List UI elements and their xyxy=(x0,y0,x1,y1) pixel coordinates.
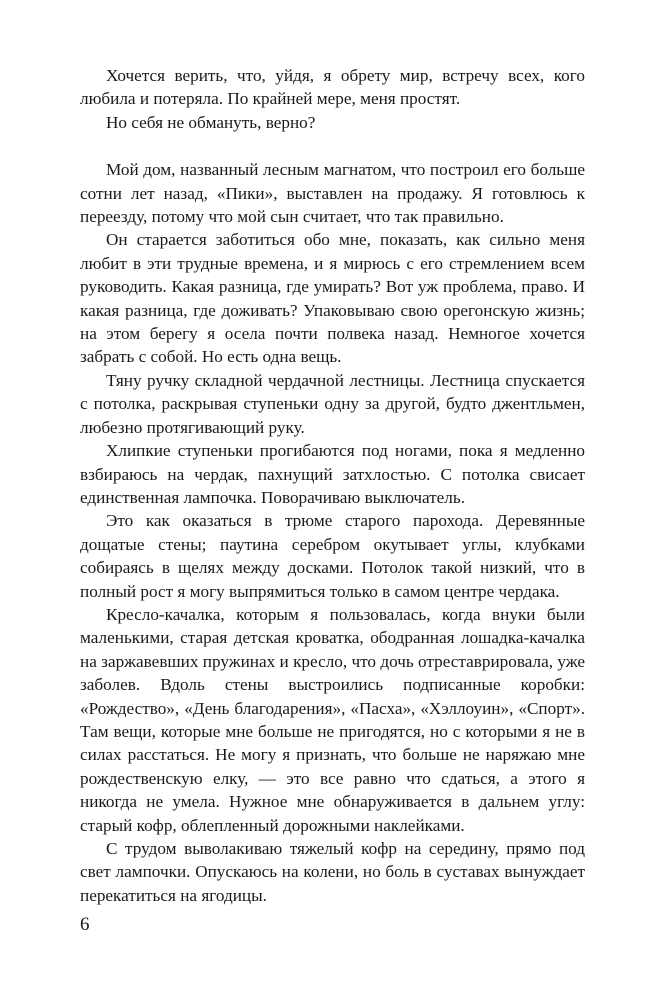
paragraph: Он старается заботиться обо мне, показать, как сильно меня любит в эти трудные времена, и я мирюсь с его стремлением всем руководить. Какая разница, где умирать? Вот уж проблема, право. И какая разница, где доживать? Упаковываю свою орегонскую жизнь; на этом берегу я осела почти полвека назад. Немногое хочется забрать с собой. Но есть одна вещь. xyxy=(80,230,585,367)
paragraph: Но себя не обмануть, верно? xyxy=(106,112,316,132)
paragraph: С трудом выволакиваю тяжелый кофр на середину, прямо под свет лампочки. Опускаюсь на колени, но боль в суставах вынуждает перекатиться на ягодицы. xyxy=(80,839,585,905)
page-number: 6 xyxy=(80,914,90,935)
paragraph: Кресло-качалка, которым я пользовалась, когда внуки были маленькими, старая детская кроватка, ободранная лошадка-качалка на заржавевших пружинах и кресло, что дочь отреставрировала, уже заболев. Вдоль стены выстроились подписанные коробки: «Рождество», «День благодарения», «Пасха», «Хэллоуин», «Спорт». Там вещи, которые мне больше не пригодятся, но с которыми я не в силах расстаться. Не могу я признать, что больше не наряжаю мне рождественскую елку, — это все равно что сдаться, а этого я никогда не умела. Нужное мне обнаруживается в дальнем углу: старый кофр, облепленный дорожными наклейками. xyxy=(80,604,585,835)
paragraph: Мой дом, названный лесным магнатом, что построил его больше сотни лет назад, «Пики», выставлен на продажу. Я готовлюсь к переезду, потому что мой сын считает, что так правильно. xyxy=(80,160,585,227)
paragraph: Это как оказаться в трюме старого парохода. Деревянные дощатые стены; паутина серебром окутывает углы, клубками собираясь в щелях между досками. Потолок такой низкий, что в полный рост я могу выпрямиться только в самом центре чердака. xyxy=(80,511,585,601)
section-1 xyxy=(80,64,585,134)
paragraph: Тяну ручку складной чердачной лестницы. Лестница спускается с потолка, раскрывая ступеньки одну за другой, будто джентльмен, любезно протягивающий руку. xyxy=(80,370,585,437)
paragraph: Хочется верить, что, уйдя, я обрету мир, встречу всех, кого любила и потеряла. По крайней мере, меня простят. xyxy=(80,66,585,109)
page-body xyxy=(80,64,585,907)
section-2 xyxy=(80,158,585,907)
section-break xyxy=(80,134,585,158)
paragraph: Хлипкие ступеньки прогибаются под ногами, пока я медленно взбираюсь на чердак, пахнущий затхлостью. С потолка свисает единственная лампочка. Поворачиваю выключатель. xyxy=(80,441,585,507)
